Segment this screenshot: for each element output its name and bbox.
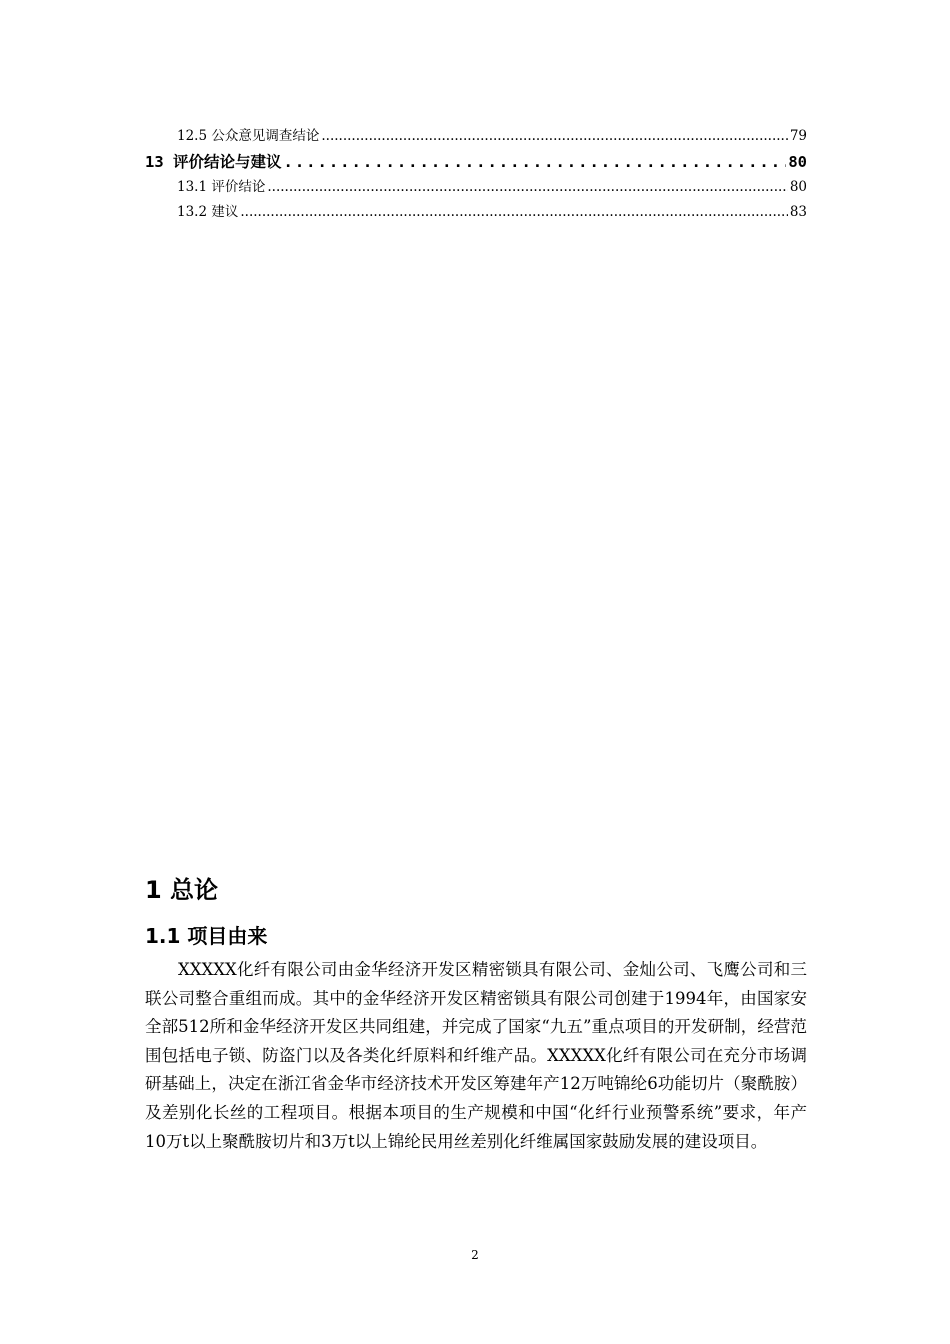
toc-dot-leader (240, 200, 787, 225)
body-paragraph: XXXXX化纤有限公司由金华经济开发区精密锁具有限公司、金灿公司、飞鹰公司和三联公司整合重组而成。其中的金华经济开发区精密锁具有限公司创建于1994年，由国家安全部512所和金华经济开发区共同组建，并完成了国家“九五”重点项目的开发研制，经营范围包括电子锁、防盗门以及各类化纤原料和纤维产品。XXXXX化纤有限公司在充分市场调研基础上，决定在浙江省金华市经济技术开发区筹建年产12万吨锦纶6功能切片（聚酰胺）及差别化长丝的工程项目。根据本项目的生产规模和中国“化纤行业预警系统”要求，年产10万t以上聚酰胺切片和3万t以上锦纶民用丝差别化纤维属国家鼓励发展的建设项目。 (145, 960, 807, 1151)
toc-entry-page: 83 (789, 204, 807, 220)
toc-entry-title: 12.5 公众意见调查结论 (177, 128, 320, 144)
toc-entry-13-2[interactable] (145, 200, 807, 225)
table-of-contents (145, 124, 807, 225)
toc-entry-12-5[interactable] (145, 124, 807, 149)
toc-entry-page: 80 (788, 153, 807, 171)
page-number: 2 (471, 1248, 479, 1262)
chapter-heading: 1 总论 (145, 876, 219, 904)
section-heading: 1.1 项目由来 (145, 924, 268, 948)
toc-entry-page: 79 (789, 128, 807, 144)
toc-entry-title: 13.2 建议 (177, 204, 239, 220)
toc-entry-title: 13 评价结论与建议 (145, 153, 282, 171)
toc-entry-title: 13.1 评价结论 (177, 179, 266, 195)
toc-dot-leader (321, 124, 787, 149)
toc-entry-13[interactable] (145, 149, 807, 175)
toc-entry-13-1[interactable] (145, 175, 807, 200)
toc-dot-leader (267, 175, 787, 200)
toc-dot-leader (284, 149, 787, 175)
toc-entry-page: 80 (789, 179, 807, 195)
